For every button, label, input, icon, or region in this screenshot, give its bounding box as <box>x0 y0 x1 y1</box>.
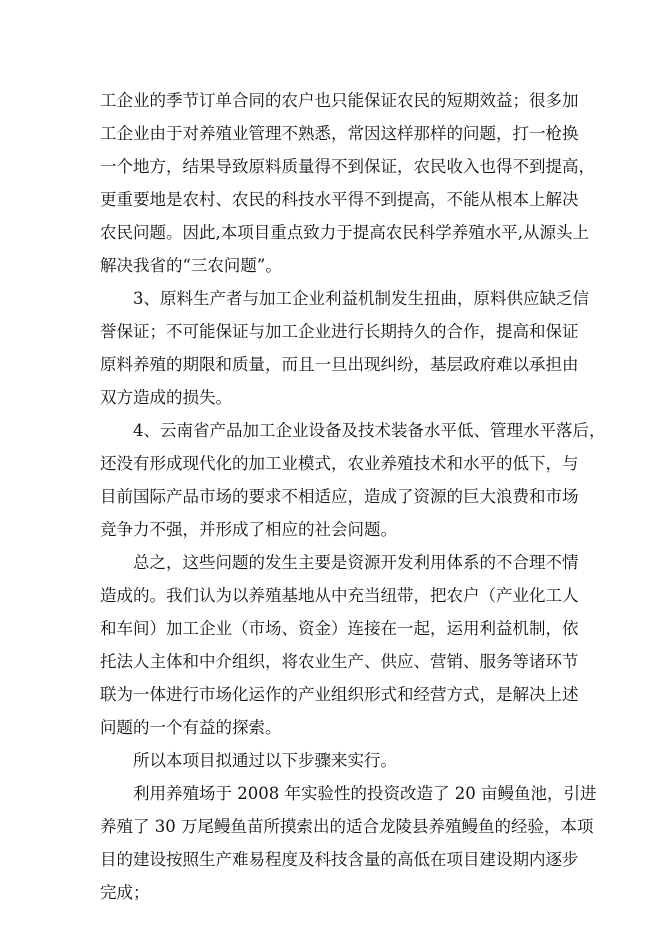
text-line-4: 更重要地是农村、农民的科技水平得不到提高，不能从根本上解决 <box>100 190 579 209</box>
text-line-3: 一个地方，结果导致原料质量得不到保证，农民收入也得不到提高， <box>100 157 595 176</box>
text-line-11: 4、云南省产品加工企业设备及技术装备水平低、管理水平落后， <box>133 421 606 440</box>
text-line-6: 解决我省的“三农问题”。 <box>100 256 282 275</box>
text-line-17: 和车间）加工企业（市场、资金）连接在一起，运用利益机制，依 <box>100 619 579 638</box>
text-line-19: 联为一体进行市场化运作的产业组织形式和经营方式，是解决上述 <box>100 685 579 704</box>
text-line-12: 还没有形成现代化的加工业模式，农业养殖技术和水平的低下，与 <box>100 454 579 473</box>
text-line-18: 托法人主体和中介组织，将农业生产、供应、营销、服务等诸环节 <box>100 652 579 671</box>
text-line-15: 总之，这些问题的发生主要是资源开发利用体系的不合理不情 <box>133 553 579 572</box>
text-line-24: 目的建设按照生产难易程度及科技含量的高低在项目建设期内逐步 <box>100 850 579 869</box>
text-line-9: 原料养殖的期限和质量，而且一旦出现纠纷，基层政府难以承担由 <box>100 355 579 374</box>
text-line-23: 养殖了 30 万尾鳗鱼苗所摸索出的适合龙陵县养殖鳗鱼的经验，本项 <box>100 817 594 836</box>
text-line-1: 工企业的季节订单合同的农户也只能保证农民的短期效益；很多加 <box>100 91 579 110</box>
text-line-2: 工企业由于对养殖业管理不熟悉，常因这样那样的问题，打一枪换 <box>100 124 579 143</box>
text-line-22: 利用养殖场于 2008 年实验性的投资改造了 20 亩鳗鱼池，引进 <box>133 784 597 803</box>
text-line-5: 农民问题。因此,本项目重点致力于提高农民科学养殖水平,从源头上 <box>100 223 589 242</box>
text-line-8: 誉保证；不可能保证与加工企业进行长期持久的合作，提高和保证 <box>100 322 579 341</box>
text-line-7: 3、原料生产者与加工企业利益机制发生扭曲，原料供应缺乏信 <box>133 289 589 308</box>
text-line-14: 竞争力不强，并形成了相应的社会问题。 <box>100 520 397 539</box>
text-line-21: 所以本项目拟通过以下步骤来实行。 <box>133 751 397 770</box>
text-line-25: 完成； <box>100 883 150 902</box>
text-line-10: 双方造成的损失。 <box>100 388 232 407</box>
text-line-16: 造成的。我们认为以养殖基地从中充当纽带，把农户（产业化工人 <box>100 586 579 605</box>
text-line-20: 问题的一个有益的探索。 <box>100 718 282 737</box>
text-line-13: 目前国际产品市场的要求不相适应，造成了资源的巨大浪费和市场 <box>100 487 579 506</box>
